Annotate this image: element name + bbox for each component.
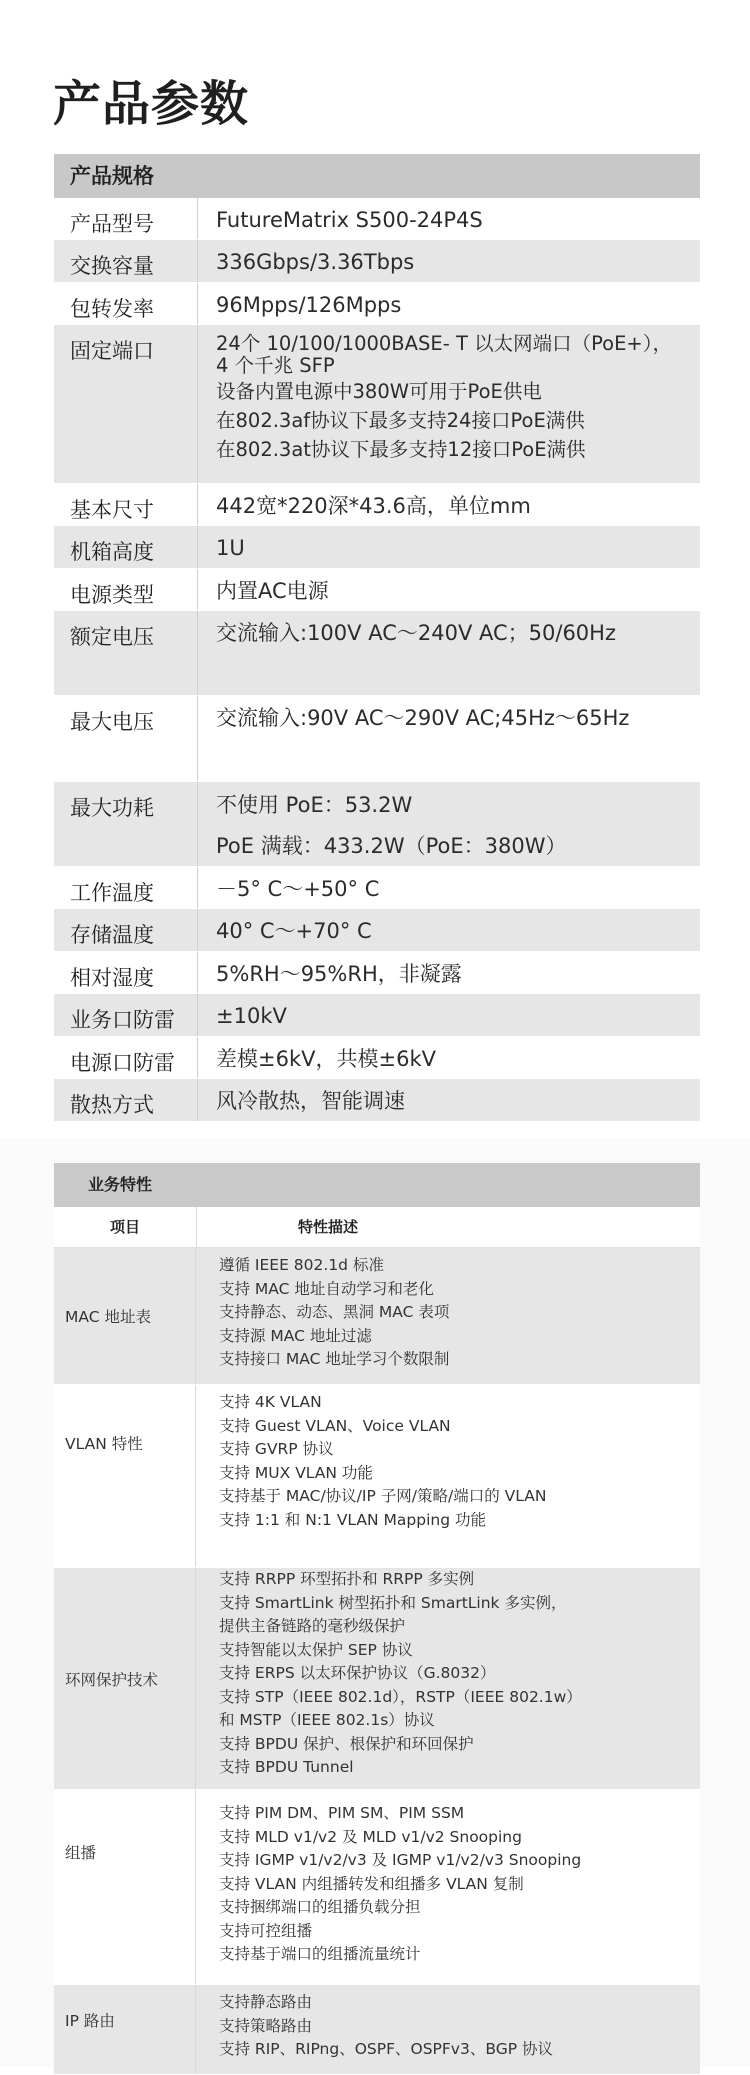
feature-line: 支持捆绑端口的组播负载分担: [219, 1898, 421, 1916]
feature-line: 支持 1:1 和 N:1 VLAN Mapping 功能: [219, 1510, 486, 1529]
spec-value-line: 5%RH～95%RH，非凝露: [216, 962, 462, 986]
spec-value: [198, 484, 700, 525]
spec-label: 工作温度: [54, 867, 198, 908]
spec-label: 存储温度: [54, 909, 198, 951]
spec-row-operating-temperature: [54, 867, 700, 909]
spec-row-rated-voltage: [54, 611, 700, 696]
spec-value: [198, 325, 700, 483]
spec-label: 相对湿度: [54, 952, 198, 993]
spec-value-line: 336Gbps/3.36Tbps: [216, 250, 415, 274]
spec-label: 最大功耗: [54, 782, 198, 866]
features-column-headers: [54, 1207, 700, 1248]
feature-line: 支持 Guest VLAN、Voice VLAN: [219, 1416, 451, 1435]
feature-label: 环网保护技术: [54, 1568, 196, 1789]
feature-line: 支持 RRPP 环型拓扑和 RRPP 多实例: [219, 1570, 475, 1588]
spec-label: 额定电压: [54, 611, 198, 695]
feature-description: [196, 1790, 700, 1984]
spec-value: [198, 1037, 700, 1078]
spec-value-line: 风冷散热，智能调速: [216, 1089, 405, 1113]
feature-label: VLAN 特性: [54, 1385, 196, 1567]
feature-line: 提供主备链路的毫秒级保护: [219, 1617, 406, 1635]
spec-label: 包转发率: [54, 283, 198, 324]
spec-value-line: 24个 10/100/1000BASE- T 以太网端口（PoE+），: [216, 332, 672, 355]
spec-label: 电源口防雷: [54, 1037, 198, 1078]
spec-row-fixed-ports: [54, 325, 700, 484]
spec-row-humidity: [54, 952, 700, 994]
feature-description: [196, 1568, 700, 1789]
feature-line: 支持 PIM DM、PIM SM、PIM SSM: [219, 1804, 465, 1822]
spec-label: 业务口防雷: [54, 994, 198, 1036]
spec-value-line: 差模±6kV，共模±6kV: [216, 1047, 436, 1071]
feature-line: 支持智能以太保护 SEP 协议: [219, 1640, 413, 1659]
spec-value: [198, 240, 700, 282]
feature-line: 支持 RIP、RIPng、OSPF、OSPFv3、BGP 协议: [219, 2040, 553, 2058]
spec-value: [198, 1079, 700, 1121]
feature-line: 支持 MUX VLAN 功能: [219, 1463, 373, 1482]
spec-value-line: 不使用 PoE：53.2W: [216, 793, 413, 817]
spec-value: [198, 696, 700, 781]
feature-row-ip-routing: [54, 1985, 700, 2075]
feature-line: 遵循 IEEE 802.1d 标准: [219, 1256, 384, 1274]
spec-label: 最大电压: [54, 696, 198, 781]
features-table-header: 业务特性: [54, 1163, 700, 1207]
feature-line: 支持 VLAN 内组播转发和组播多 VLAN 复制: [219, 1874, 524, 1893]
feature-line: 支持 SmartLink 树型拓扑和 SmartLink 多实例，: [219, 1593, 567, 1612]
spec-value: [198, 283, 700, 324]
feature-line: 支持 MAC 地址自动学习和老化: [219, 1279, 434, 1298]
feature-label: IP 路由: [54, 1985, 196, 2074]
spec-value: [198, 611, 700, 695]
feature-line: 支持基于端口的组播流量统计: [219, 1945, 421, 1963]
spec-value-line: 4 个千兆 SFP: [216, 354, 335, 377]
spec-row-chassis-height: [54, 526, 700, 569]
page-title: 产品参数: [53, 76, 250, 132]
spec-label: 电源类型: [54, 569, 198, 610]
spec-label: 交换容量: [54, 240, 198, 282]
spec-row-storage-temperature: [54, 909, 700, 952]
feature-line: 支持 4K VLAN: [219, 1393, 322, 1411]
spec-table-header: 产品规格: [54, 154, 700, 198]
spec-value-line: 442宽*220深*43.6高，单位mm: [216, 494, 531, 518]
feature-line: 支持静态路由: [219, 1993, 313, 2011]
features-table: [54, 1163, 700, 2075]
feature-line: 和 MSTP（IEEE 802.1s）协议: [219, 1711, 435, 1729]
spec-value: [198, 198, 700, 239]
feature-label: MAC 地址表: [54, 1248, 196, 1384]
spec-row-power-type: [54, 569, 700, 611]
spec-value-line: 设备内置电源中380W可用于PoE供电: [216, 380, 542, 403]
feature-line: 支持接口 MAC 地址学习个数限制: [219, 1350, 450, 1368]
spec-value-line: 40° C～+70° C: [216, 919, 372, 943]
spec-row-max-voltage: [54, 696, 700, 782]
spec-value: [198, 867, 700, 908]
spec-value: [198, 909, 700, 951]
spec-value: [198, 782, 700, 866]
feature-line: 支持 ERPS 以太环保护协议（G.8032）: [219, 1664, 496, 1682]
feature-line: 支持 MLD v1/v2 及 MLD v1/v2 Snooping: [219, 1827, 522, 1846]
spec-row-port-surge: [54, 994, 700, 1037]
spec-value: [198, 952, 700, 993]
spec-value: [198, 569, 700, 610]
spec-row-forwarding-rate: [54, 283, 700, 325]
feature-row-ring-protection: [54, 1568, 700, 1790]
spec-row-dimensions: [54, 484, 700, 526]
feature-description: [196, 1248, 700, 1384]
spec-value-line: 96Mpps/126Mpps: [216, 293, 402, 317]
spec-label: 散热方式: [54, 1079, 198, 1121]
spec-value-line: ±10kV: [216, 1004, 287, 1028]
feature-line: 支持 BPDU Tunnel: [219, 1758, 354, 1776]
feature-line: 支持 GVRP 协议: [219, 1440, 334, 1458]
spec-value-line: 在802.3af协议下最多支持24接口PoE满供: [216, 409, 585, 432]
spec-label: 机箱高度: [54, 526, 198, 568]
spec-value: [198, 994, 700, 1036]
column-header-item: 项目: [54, 1207, 197, 1247]
spec-row-max-power: [54, 782, 700, 867]
spec-value-line: FutureMatrix S500-24P4S: [216, 208, 483, 232]
feature-line: 支持静态、动态、黑洞 MAC 表项: [219, 1303, 450, 1321]
spec-label: 产品型号: [54, 198, 198, 239]
spec-row-cooling: [54, 1079, 700, 1122]
spec-value-line: 交流输入:100V AC～240V AC；50/60Hz: [216, 621, 616, 645]
spec-value-line: 1U: [216, 536, 245, 560]
column-header-description: 特性描述: [298, 1218, 359, 1236]
feature-row-multicast: [54, 1790, 700, 1985]
spec-row-switching-capacity: [54, 240, 700, 283]
feature-label: 组播: [54, 1790, 196, 1984]
feature-row-vlan: [54, 1385, 700, 1568]
feature-line: 支持 STP（IEEE 802.1d），RSTP（IEEE 802.1w）: [219, 1687, 582, 1706]
spec-value-line: 交流输入:90V AC～290V AC;45Hz～65Hz: [216, 706, 630, 730]
feature-line: 支持基于 MAC/协议/IP 子网/策略/端口的 VLAN: [219, 1487, 547, 1505]
spec-value-line: 在802.3at协议下最多支持12接口PoE满供: [216, 438, 586, 461]
spec-label: 固定端口: [54, 325, 198, 483]
feature-line: 支持源 MAC 地址过滤: [219, 1326, 372, 1345]
spec-value-line: －5° C～+50° C: [216, 877, 380, 901]
feature-row-mac: [54, 1248, 700, 1385]
feature-line: 支持 IGMP v1/v2/v3 及 IGMP v1/v2/v3 Snooping: [219, 1851, 582, 1869]
spec-row-model: [54, 198, 700, 240]
spec-row-power-surge: [54, 1037, 700, 1079]
spec-value-line: PoE 满载：433.2W（PoE：380W）: [216, 834, 567, 858]
feature-description: [196, 1385, 700, 1567]
spec-table: [54, 154, 700, 1122]
feature-line: 支持可控组播: [219, 1921, 313, 1940]
feature-line: 支持 BPDU 保护、根保护和环回保护: [219, 1734, 474, 1753]
spec-value-line: 内置AC电源: [216, 579, 329, 603]
feature-line: 支持策略路由: [219, 2016, 313, 2035]
feature-description: [196, 1985, 700, 2074]
spec-value: [198, 526, 700, 568]
spec-label: 基本尺寸: [54, 484, 198, 525]
